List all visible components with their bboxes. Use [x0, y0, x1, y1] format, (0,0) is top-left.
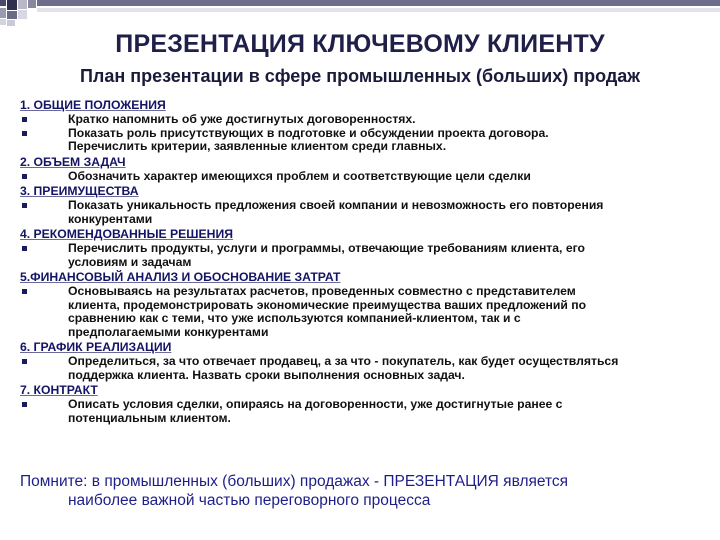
list-item-line: конкурентами [68, 211, 153, 226]
list-item-line: Перечислить продукты, услуги и программы, отвечающие требованиям клиента, его [68, 241, 585, 255]
remember-line-2: наиболее важной частью переговорного процесса [68, 492, 431, 509]
list-item-line: Перечислить критерии, заявленные клиентом среди главных. [68, 139, 447, 153]
list-item [20, 242, 710, 269]
slide-title: ПРЕЗЕНТАЦИЯ КЛЮЧЕВОМУ КЛИЕНТУ [115, 30, 605, 58]
list-item-line: Кратко напомнить об уже достигнутых договоренностях. [68, 112, 416, 126]
presentation-plan-list [20, 98, 710, 425]
list-item-line: Показать роль присутствующих в подготовке и обсуждении проекта договора. [68, 125, 549, 140]
list-item-line: клиента, продемонстрировать экономические преимущества ваших предложений по [68, 297, 587, 312]
list-item [20, 127, 710, 154]
section-heading: 4. РЕКОМЕНДОВАННЫЕ РЕШЕНИЯ [20, 227, 233, 241]
remember-line-1: Помните: в промышленных (больших) продажах - ПРЕЗЕНТАЦИЯ является [20, 473, 569, 490]
square-bullet-icon [22, 246, 27, 251]
section-heading: 5.ФИНАНСОВЫЙ АНАЛИЗ И ОБОСНОВАНИЕ ЗАТРАТ [20, 270, 341, 284]
list-item [20, 285, 710, 339]
list-item-line: условиям и задачам [68, 254, 192, 269]
list-item [20, 398, 710, 425]
square-bullet-icon [22, 359, 27, 364]
section-heading: 7. КОНТРАКТ [20, 383, 98, 397]
section-heading: 3. ПРЕИМУЩЕСТВА [20, 184, 139, 198]
list-item-line: потенциальным клиентом. [68, 410, 231, 425]
list-item-line: Обозначить характер имеющихся проблем и соответствующие цели сделки [68, 168, 531, 183]
square-bullet-icon [22, 117, 27, 122]
list-item-line: Показать уникальность предложения своей компании и невозможность его повторения [68, 198, 604, 212]
list-item-line: Определиться, за что отвечает продавец, а за что - покупатель, как будет осуществляться [68, 354, 619, 368]
square-bullet-icon [22, 131, 27, 136]
list-item [20, 170, 710, 184]
square-bullet-icon [22, 203, 27, 208]
slide-subtitle: План презентации в сфере промышленных (больших) продаж [79, 66, 641, 86]
list-item-line: предполагаемыми конкурентами [68, 324, 269, 339]
list-item [20, 355, 710, 382]
remember-note [20, 472, 710, 510]
list-item-line: сравнению как с теми, что уже используются компанией-клиентом, так и с [68, 311, 521, 325]
square-bullet-icon [22, 174, 27, 179]
list-item-line: Описать условия сделки, опираясь на договоренности, уже достигнутые ранее с [68, 397, 563, 411]
list-item [20, 113, 710, 127]
section-heading: 2. ОБЪЕМ ЗАДАЧ [20, 154, 126, 169]
list-item [20, 199, 710, 226]
square-bullet-icon [22, 402, 27, 407]
section-heading: 1. ОБЩИЕ ПОЛОЖЕНИЯ [20, 98, 166, 112]
list-item-line: Основываясь на результатах расчетов, проведенных совместно с представителем [68, 284, 576, 298]
section-heading: 6. ГРАФИК РЕАЛИЗАЦИИ [20, 340, 172, 354]
square-bullet-icon [22, 289, 27, 294]
list-item-line: поддержка клиента. Назвать сроки выполнения основных задач. [68, 367, 465, 382]
